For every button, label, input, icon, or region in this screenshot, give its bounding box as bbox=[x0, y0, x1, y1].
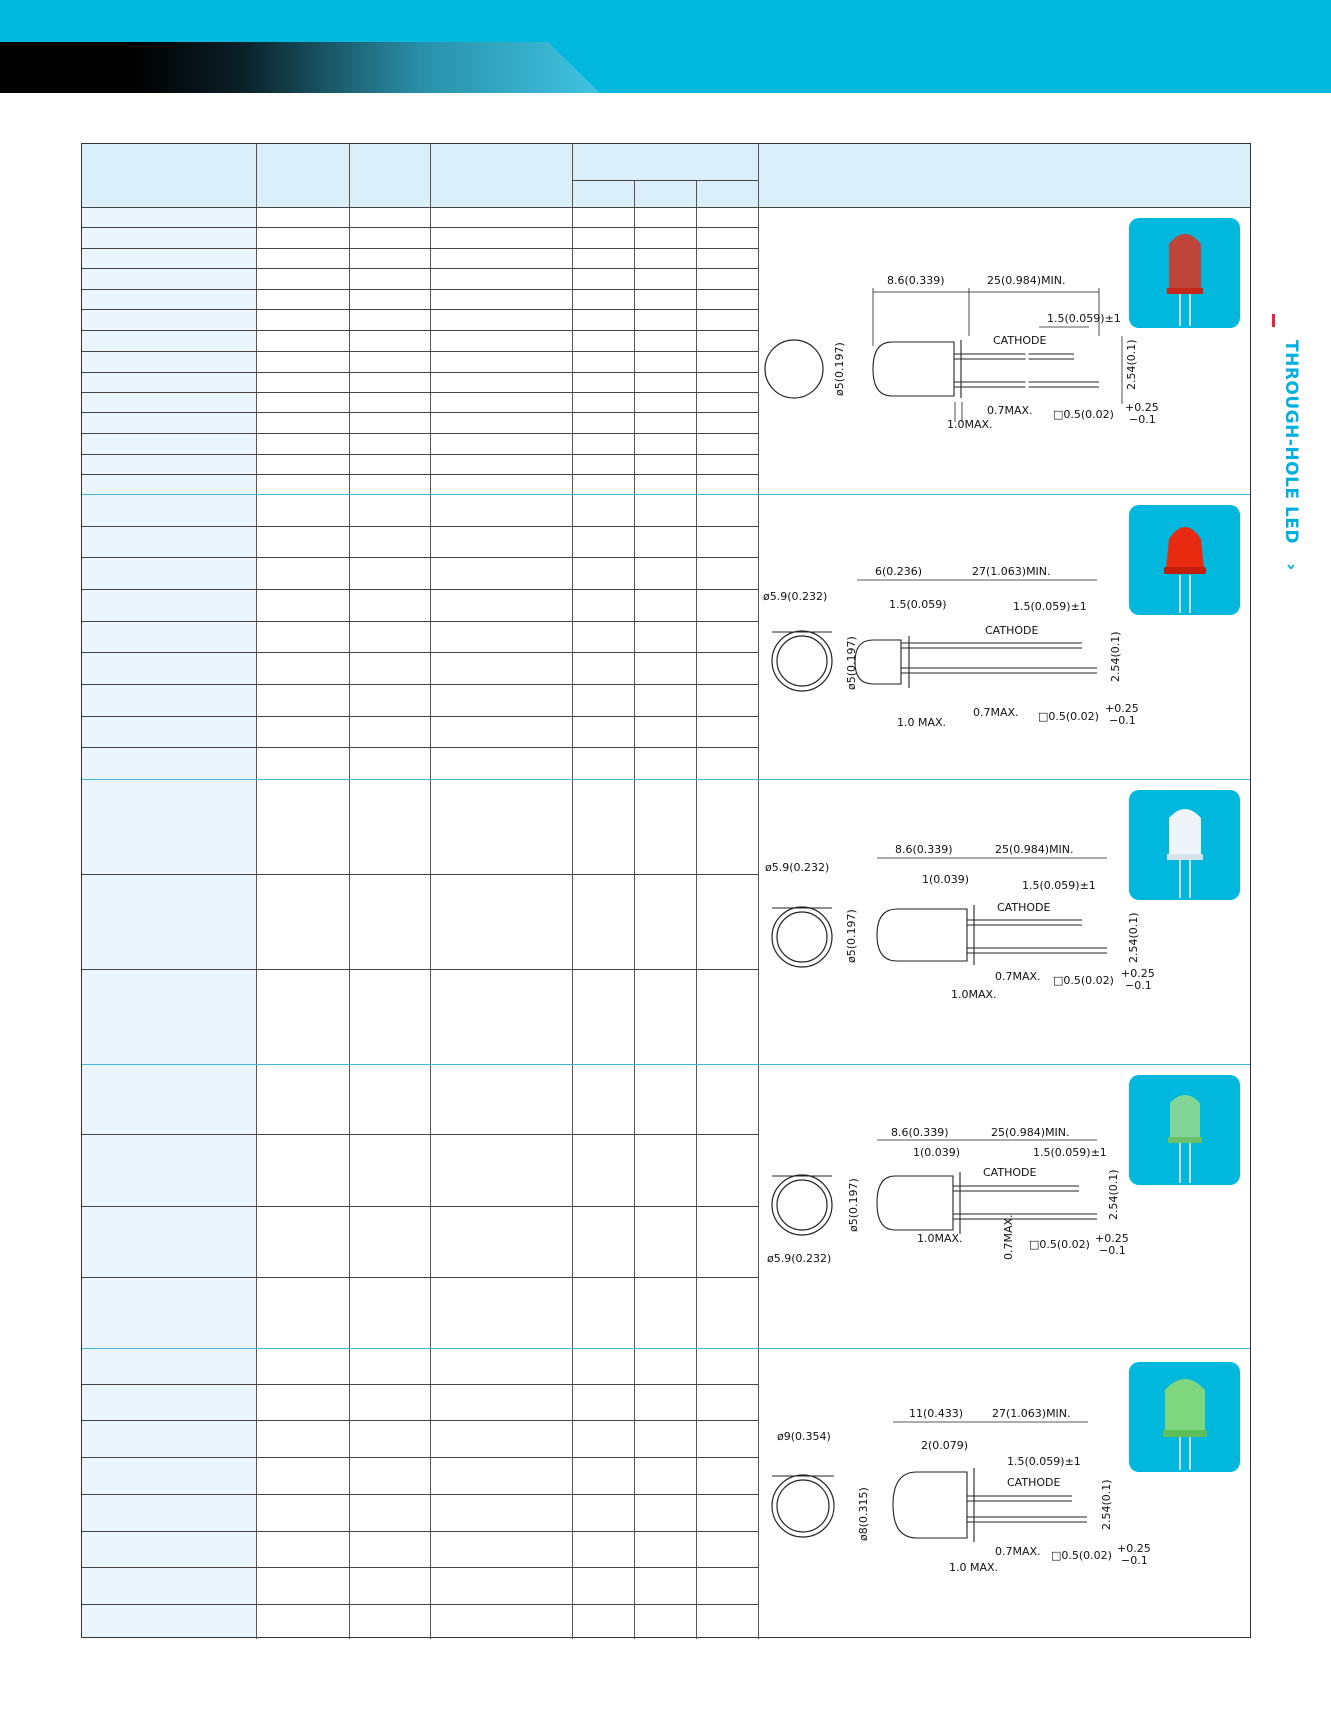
table-row-divider bbox=[82, 874, 758, 875]
table-row-divider bbox=[82, 747, 758, 748]
dim-lead-square: □0.5(0.02) bbox=[1029, 1238, 1090, 1251]
dim-top-length: 8.6(0.339) bbox=[887, 274, 945, 287]
dim-lead-length: 25(0.984)MIN. bbox=[995, 843, 1074, 856]
dim-flange-diameter: ø5.9(0.232) bbox=[767, 1252, 832, 1265]
dim-top-length: 8.6(0.339) bbox=[891, 1126, 949, 1139]
dim-lead-length: 27(1.063)MIN. bbox=[992, 1407, 1071, 1420]
drawing-panel-1 bbox=[677, 214, 1168, 494]
dim-lead-max: 0.7MAX. bbox=[987, 404, 1033, 417]
dim-tolerance-minus: −0.1 bbox=[1109, 714, 1136, 727]
dim-collar: 1(0.039) bbox=[922, 873, 970, 886]
table-row-divider bbox=[82, 1420, 758, 1421]
table-row-divider bbox=[82, 268, 758, 269]
sidebar-section-label: THROUGH-HOLE LED bbox=[1281, 340, 1301, 545]
section-divider bbox=[82, 494, 1250, 495]
table-row-divider bbox=[82, 589, 758, 590]
table-first-column bbox=[82, 207, 256, 1637]
dim-pitch: 2.54(0.1) bbox=[1109, 631, 1122, 682]
table-row-divider bbox=[82, 621, 758, 622]
table-col-divider bbox=[430, 144, 431, 1639]
banner-gradient-bar bbox=[0, 42, 600, 93]
dimension-drawing-2 bbox=[677, 500, 1168, 775]
dim-flange-max: 1.0 MAX. bbox=[949, 1561, 999, 1574]
label-cathode: CATHODE bbox=[1007, 1476, 1061, 1489]
dim-lead-length: 25(0.984)MIN. bbox=[991, 1126, 1070, 1139]
label-cathode: CATHODE bbox=[997, 901, 1051, 914]
dim-collar: 2(0.079) bbox=[921, 1439, 969, 1452]
dim-lead-square: □0.5(0.02) bbox=[1053, 408, 1114, 421]
dim-tolerance-plus: +0.25 bbox=[1125, 401, 1159, 414]
dim-body-diameter: ø5(0.197) bbox=[845, 636, 858, 690]
dimension-drawing-1 bbox=[677, 214, 1168, 494]
section-divider bbox=[82, 779, 1250, 780]
dim-pitch: 2.54(0.1) bbox=[1100, 1479, 1113, 1530]
label-cathode: CATHODE bbox=[983, 1166, 1037, 1179]
dim-body-diameter: ø8(0.315) bbox=[857, 1487, 870, 1541]
dim-lead-max: 0.7MAX. bbox=[995, 970, 1041, 983]
dim-lead-spacing: 1.5(0.059)±1 bbox=[1007, 1455, 1081, 1468]
dim-tolerance-plus: +0.25 bbox=[1121, 967, 1155, 980]
dim-tolerance-minus: −0.1 bbox=[1129, 413, 1156, 426]
section-divider bbox=[82, 1064, 1250, 1065]
dim-flange-diameter: ø5.9(0.232) bbox=[763, 590, 828, 603]
dim-lead-spacing: 1.5(0.059)±1 bbox=[1033, 1146, 1107, 1159]
dim-lead-square: □0.5(0.02) bbox=[1053, 974, 1114, 987]
product-photo-3 bbox=[1129, 790, 1240, 900]
table-row-divider bbox=[82, 433, 758, 434]
dimension-drawing-4 bbox=[677, 1070, 1168, 1345]
table-row-divider bbox=[82, 1531, 758, 1532]
dim-pitch: 2.54(0.1) bbox=[1127, 912, 1140, 963]
led-green-large-icon bbox=[1129, 1362, 1240, 1472]
dim-lead-max: 0.7MAX. bbox=[995, 1545, 1041, 1558]
dim-pitch: 2.54(0.1) bbox=[1125, 339, 1138, 390]
dim-lead-spacing: 1.5(0.059)±1 bbox=[1022, 879, 1096, 892]
table-row-divider bbox=[82, 1604, 758, 1605]
dim-tolerance-plus: +0.25 bbox=[1095, 1232, 1129, 1245]
dim-lead-square: □0.5(0.02) bbox=[1038, 710, 1099, 723]
table-row-divider bbox=[82, 372, 758, 373]
led-green-icon bbox=[1129, 1075, 1240, 1185]
dim-body-diameter: ø5(0.197) bbox=[845, 909, 858, 963]
dim-flange-max: 1.0MAX. bbox=[917, 1232, 963, 1245]
label-cathode: CATHODE bbox=[985, 624, 1039, 637]
dim-lead-spacing: 1.5(0.059)±1 bbox=[1013, 600, 1087, 613]
table-row-divider bbox=[82, 652, 758, 653]
dim-top-length: 11(0.433) bbox=[909, 1407, 964, 1420]
dim-pitch: 2.54(0.1) bbox=[1107, 1169, 1120, 1220]
dim-tolerance-minus: −0.1 bbox=[1121, 1554, 1148, 1567]
table-row-divider bbox=[82, 1567, 758, 1568]
drawing-panel-5 bbox=[677, 1355, 1168, 1630]
table-row-divider bbox=[82, 289, 758, 290]
dim-tolerance-plus: +0.25 bbox=[1117, 1542, 1151, 1555]
sidebar-accent-mark bbox=[1272, 314, 1275, 327]
dim-collar: 1(0.039) bbox=[913, 1146, 961, 1159]
table-row-divider bbox=[82, 684, 758, 685]
table-row-divider bbox=[82, 454, 758, 455]
dim-body-diameter: ø5(0.197) bbox=[847, 1178, 860, 1232]
table-row-divider bbox=[82, 309, 758, 310]
dim-lead-max: 0.7MAX. bbox=[1002, 1214, 1015, 1260]
table-col-divider bbox=[256, 144, 257, 1639]
product-photo-5 bbox=[1129, 1362, 1240, 1472]
product-photo-1 bbox=[1129, 218, 1240, 328]
table-row-divider bbox=[82, 1134, 758, 1135]
dim-body-diameter: ø5(0.197) bbox=[833, 342, 846, 396]
dim-lead-max: 0.7MAX. bbox=[973, 706, 1019, 719]
led-red-diffused-icon bbox=[1129, 218, 1240, 328]
dim-tolerance-plus: +0.25 bbox=[1105, 702, 1139, 715]
dim-collar: 1.5(0.059) bbox=[889, 598, 947, 611]
front-view-circle bbox=[765, 340, 823, 398]
dimension-drawing-5 bbox=[677, 1355, 1168, 1630]
dim-flange-max: 1.0MAX. bbox=[947, 418, 993, 431]
dim-tolerance-minus: −0.1 bbox=[1099, 1244, 1126, 1257]
dim-flange-diameter: ø9(0.354) bbox=[777, 1430, 831, 1443]
table-row-divider bbox=[82, 969, 758, 970]
table-row-divider bbox=[82, 526, 758, 527]
table-row-divider bbox=[82, 392, 758, 393]
dim-flange-max: 1.0 MAX. bbox=[897, 716, 947, 729]
table-row-divider bbox=[82, 207, 758, 208]
table-row-divider bbox=[82, 1384, 758, 1385]
dim-top-length: 6(0.236) bbox=[875, 565, 923, 578]
table-col-divider bbox=[349, 144, 350, 1639]
dim-top-length: 8.6(0.339) bbox=[895, 843, 953, 856]
table-row-divider bbox=[82, 1494, 758, 1495]
table-row-divider bbox=[82, 227, 758, 228]
table-row-divider bbox=[82, 557, 758, 558]
table-row-divider bbox=[572, 180, 758, 181]
table-row-divider bbox=[82, 716, 758, 717]
dim-flange-diameter: ø5.9(0.232) bbox=[765, 861, 830, 874]
section-divider bbox=[82, 1348, 1250, 1349]
table-row-divider bbox=[82, 412, 758, 413]
dim-lead-spacing: 1.5(0.059)±1 bbox=[1047, 312, 1121, 325]
table-row-divider bbox=[82, 1206, 758, 1207]
dim-tolerance-minus: −0.1 bbox=[1125, 979, 1152, 992]
dim-lead-length: 27(1.063)MIN. bbox=[972, 565, 1051, 578]
drawing-panel-2 bbox=[677, 500, 1168, 775]
dim-flange-max: 1.0MAX. bbox=[951, 988, 997, 1001]
table-header bbox=[82, 144, 1250, 207]
drawing-panel-3 bbox=[677, 785, 1168, 1060]
table-row-divider bbox=[82, 1277, 758, 1278]
table-row-divider bbox=[82, 248, 758, 249]
led-red-icon bbox=[1129, 505, 1240, 615]
table-col-divider bbox=[572, 144, 573, 1639]
product-photo-4 bbox=[1129, 1075, 1240, 1185]
product-photo-2 bbox=[1129, 505, 1240, 615]
drawing-panel-4 bbox=[677, 1070, 1168, 1345]
led-white-icon bbox=[1129, 790, 1240, 900]
table-row-divider bbox=[82, 474, 758, 475]
led-body-side bbox=[873, 342, 954, 396]
table-row-divider bbox=[82, 330, 758, 331]
chevron-right-icon: › bbox=[1281, 563, 1301, 571]
sidebar-section-tab[interactable] bbox=[1277, 340, 1307, 580]
dim-lead-square: □0.5(0.02) bbox=[1051, 1549, 1112, 1562]
table-row-divider bbox=[82, 1457, 758, 1458]
label-cathode: CATHODE bbox=[993, 334, 1047, 347]
table-row-divider bbox=[82, 351, 758, 352]
dimension-drawing-3 bbox=[677, 785, 1168, 1060]
dim-lead-length: 25(0.984)MIN. bbox=[987, 274, 1066, 287]
